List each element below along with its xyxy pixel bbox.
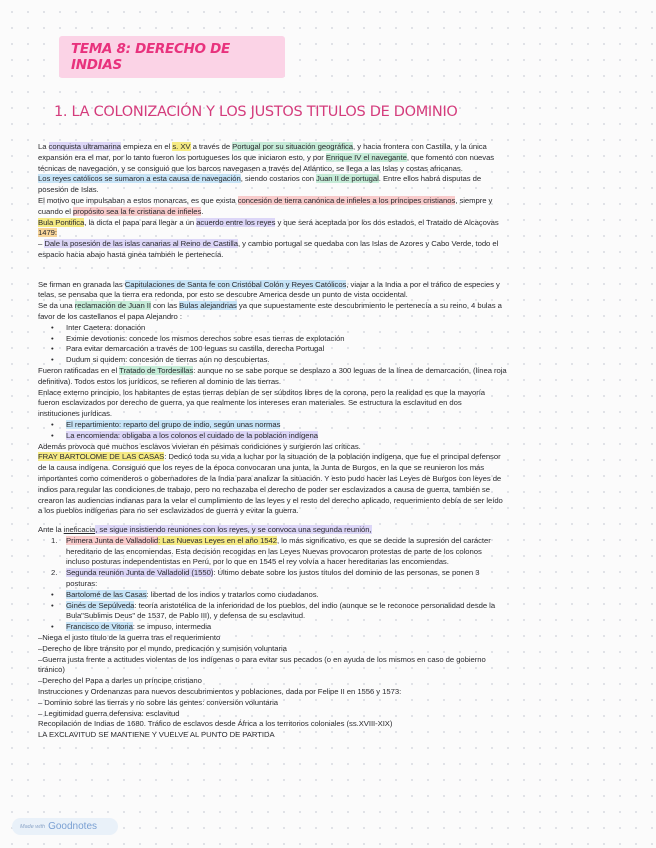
list-item-continuation: Bula"Sublimis Deus" de 1537, de Pablo III), y defensa de su esclavitud. xyxy=(66,611,306,621)
goodnotes-badge[interactable] xyxy=(12,818,118,835)
text-line: Instrucciones y Ordenanzas para nuevos descubrimientos y poblaciones, dada por Felipe II en 1556 y 1573: xyxy=(38,687,402,697)
text-line: Fueron ratificadas en el Tratado de Tordesillas: aunque no se sabe porque se desplazo a 300 leguas de la línea de demarcación, (línea roja xyxy=(38,365,507,375)
text-line: telas, se pensaba que la tierra era redonda, por esto se descubre America desde un punto de vista occidental. xyxy=(38,290,408,300)
text-line: Bula Pontifica, la dicta el papa para llegar a un acuerdo entre los reyes y que será aceptada por los dos estados, el Tratado de Alcaçovas xyxy=(38,217,499,227)
text-line: Se da una reclamación de Juan II con las Bulas alejandrias ya que supuestamente este descubrimiento le pertenecía a su reino, 4 bulas a xyxy=(38,301,502,311)
numbered-item-continuation: incluso posturas independentistas en Perú, por lo que en 1545 el rey volvía a hacer hereditarias las encomiendas. xyxy=(66,557,449,567)
title-box xyxy=(59,36,285,78)
text-line: cuando el propósito sea la fe cristiana de infieles. xyxy=(38,206,204,216)
list-item: • Inter Caetera: donación xyxy=(38,323,620,334)
text-line: indios para regular las condiciones de trabajo, pero no rechazaba el derecho de poder ser esclavizados a causa de guerra, también se xyxy=(38,484,490,494)
list-item: • Para evitar demarcación a través de 100 leguas su castilla, derecha Portugal xyxy=(38,344,620,355)
text-line: – Dale la posesión de las islas canarias al Reino de Castilla, y cambio portugal se quedaba con las Islas de Azores y Cabo Verde, todo el xyxy=(38,239,499,249)
text-line: –Derecho de libre tránsito por el mundo, predicación y sumisión voluntaria xyxy=(38,643,287,653)
text-line: Además provoca que muchos esclavos vivieran en pésimas condiciones y surgieron las críticas. xyxy=(38,441,361,451)
text-line: posesión de Islas. xyxy=(38,185,99,195)
section-heading: 1. LA COLONIZACIÓN Y LOS JUSTOS TITULOS DE DOMINIO xyxy=(54,104,458,120)
text-line: favor de los castellanos el papa Alejandro : xyxy=(38,311,182,321)
list-item: • Francisco de Vitoria: se impuso, intermedia xyxy=(38,622,620,633)
text-line: definitiva). Todos estos los jurídicos, se refieren al dominio de las tierras. xyxy=(38,376,281,386)
text-line: –Guerra justa frente a actitudes violentas de los indígenas o para evitar sus pecados (o en ayuda de los mismos en caso de gobierno xyxy=(38,654,486,664)
text-line: – Dominio sobre las tierras y no sobre las gentes: conversión voluntaria xyxy=(38,697,278,707)
text-line: espacio hacia abajo hasta ginea también le pertenecía. xyxy=(38,249,224,259)
notes-body xyxy=(38,142,620,741)
text-line: instituciones jurídicas. xyxy=(38,409,113,419)
page-title: TEMA 8: DERECHO DE INDIAS xyxy=(71,41,230,73)
text-line: fueron esclavizados por derecho de guerra, ya que realmente los intereses eran materiales. Se estructura la esclavitud en dos xyxy=(38,398,462,408)
text-line: 1479: xyxy=(38,228,57,238)
text-line: Se firman en granada las Capitulaciones de Santa fe con Cristóbal Colón y Reyes Católicos, viajar a la India a por el tráfico de especies y xyxy=(38,279,500,289)
text-line: tiránico) xyxy=(38,665,65,675)
text-line: – Legitimidad guerra defensiva: esclavitud xyxy=(38,708,180,718)
list-item: • La encomienda: obligaba a los colonos el cuidado de la población indígena xyxy=(38,431,620,442)
goodnotes-logo: Goodnotes xyxy=(48,821,98,832)
text-line: importantes como comenderos o gobernadores de la India para analizar la situación. Y esto pudo hacer las Leyes de Burgos con leyes de xyxy=(38,473,502,483)
text-line: de la causa indígena. Consiguió que los reyes de la época convocaran una junta, la Junta de Burgos, en la que se reunieron los más xyxy=(38,463,485,473)
text-line: FRAY BARTOLOME DE LAS CASAS: Dedicó toda su vida a luchar por la situación de la población indígena, que fue el principal defensor xyxy=(38,452,501,462)
numbered-item-continuation: hereditario de las encomiendas. Esta decisión recogidas en las Leyes Nuevas provocaron protestas de parte de los colonos xyxy=(66,546,482,556)
text-line: a los pueblos indígenas para no ser esclavizados de guerra y evitar la guerra. xyxy=(38,506,299,516)
made-with-label: Made with xyxy=(20,823,46,830)
text-line: crearon las audiencias indianas para la velar el cumplimiento de las leyes y el resto del derecho aplicado, requerimiento debía de ser leído xyxy=(38,495,503,505)
numbered-item-continuation: posturas: xyxy=(66,579,98,589)
text-line: LA EXCLAVITUD SE MANTIENE Y VUELVE AL PUNTO DE PARTIDA xyxy=(38,730,275,740)
list-item: • El repartimiento: reparto del grupo de indio, según unas normas xyxy=(38,420,620,431)
text-line: Enlace externo principio, los habitantes de estas tierras debían de ser súbditos libres de la corona, pero la realidad es que la mayoría xyxy=(38,387,486,397)
text-line: expansión era el mar, por lo tanto fueron los portugueses los que iniciaron esto, y por Enrique IV el navegante, que fomentó con nuevas xyxy=(38,152,495,162)
text-line: Recopilación de Indias de 1680. Tráfico de esclavos desde África a los territorios coloniales (ss.XVIII-XIX) xyxy=(38,719,393,729)
text-line: técnicas de navegación, y se consiguió que los barcos navegasen a través del Atlántico, se llega a las Islas y costas africanas. xyxy=(38,163,463,173)
list-item: • Eximie devotionis: concede los mismos derechos sobre esas tierras de explotación xyxy=(38,334,620,345)
numbered-item: 2. Segunda reunión Junta de Valladolid (1550): Último debate sobre los justos títulos del dominio de las personas, se ponen 3 xyxy=(51,568,480,578)
text-line: –Derecho del Papa a darles un príncipe cristiano xyxy=(38,676,202,686)
numbered-item: 1. Primera Junta de Valladolid: Las Nuevas Leyes en el año 1542, lo más significativo, es que se decide la supresión del carácter xyxy=(51,535,491,545)
text-line: Los reyes católicos se sumaron a esta causa de navegación, siendo costarios con Juan II de portugal. Entre ellos habrá disputas de xyxy=(38,174,482,184)
list-item: • Ginés de Sepúlveda: teoría aristotélica de la inferioridad de los pueblos, del indio (aunque se le reconoce personalidad desde la xyxy=(38,601,620,612)
text-line: –Niega el justo título de la guerra tras el requerimiento xyxy=(38,633,221,643)
list-item: • Dudum si quidem: concesión de tierras aún no descubiertas. xyxy=(38,355,620,366)
text-line: La conquista ultramarina empieza en el s. XV a través de Portugal por su situación geográfica, y hacia frontera con Castilla, y la única xyxy=(38,142,487,151)
text-line: Ante la ineficacia, se sigue insistiendo reuniones con los reyes, y se convoca una segunda reunión, xyxy=(38,525,372,535)
text-line: El motivo que impulsaban a estos monarcas, es que exista concesión de tierra canónica de infieles a los príncipes cristianos, siempre y xyxy=(38,195,493,205)
list-item: • Bartolomé de las Casas: libertad de los indios y tratarlos como ciudadanos. xyxy=(38,590,620,601)
